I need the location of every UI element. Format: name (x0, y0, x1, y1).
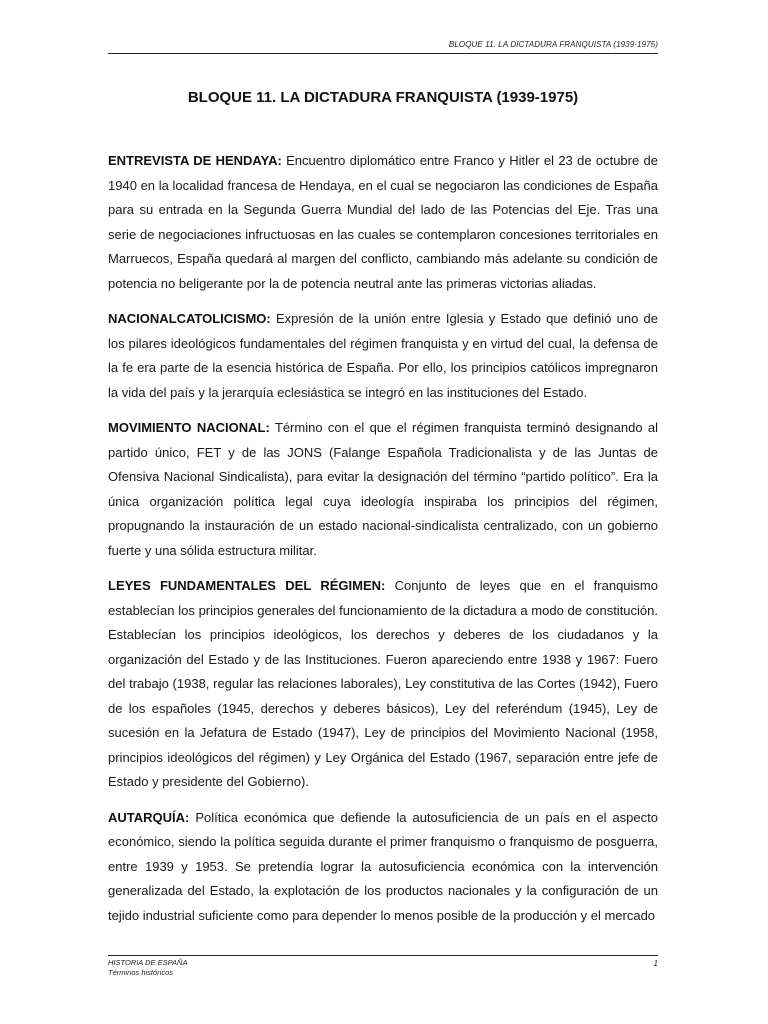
term-label: MOVIMIENTO NACIONAL: (108, 420, 270, 435)
term-label: NACIONALCATOLICISMO: (108, 311, 271, 326)
footer-rule (108, 955, 658, 956)
term-label: ENTREVISTA DE HENDAYA: (108, 153, 282, 168)
footer-info (108, 958, 187, 978)
footer-section: Términos históricos (108, 968, 174, 977)
header-rule (108, 53, 658, 54)
term-label: LEYES FUNDAMENTALES DEL RÉGIMEN: (108, 578, 386, 593)
term-label: AUTARQUÍA: (108, 809, 190, 825)
term-definition: Conjunto de leyes que en el franquismo establecían los principios generales del funcionamiento de la dictadura a modo de constitución. Establecían los principios ideológicos, los derechos y deberes de los ciudadanos y la organización del Estado y de las Instituciones. Fueron apareciendo entre 1938 y 1967: Fuero del trabajo (1938, regular las relaciones laborales), Ley constitutiva de las Cortes (1942), Fuero de los españoles (1945, derechos y deberes básicos), Ley del referéndum (1945), Ley de sucesión en la Jefatura de Estado (1947), Ley de principios del Movimiento Nacional (1958, principios ideológicos del régimen) y Ley Orgánica del Estado (1967, separación entre jefe de Estado y presidente del Gobierno). (108, 578, 658, 789)
entry-autarquia (108, 806, 658, 929)
term-definition: Encuentro diplomático entre Franco y Hitler el 23 de octubre de 1940 en la localidad francesa de Hendaya, en el cual se negociaron las condiciones de España para su entrada en la Segunda Guerra Mundial del lado de las Potencias del Eje. Tras una serie de negociaciones infructuosas en las cuales se contemplaron concesiones territoriales en Marruecos, España quedará al margen del conflicto, cambiando más adelante su condición de potencia no beligerante por la de potencia neutral ante las primeras victorias aliadas. (108, 153, 658, 291)
footer-subject: HISTORIA DE ESPAÑA (108, 958, 188, 967)
entry-nacionalcatolicismo (108, 307, 658, 405)
term-definition: Política económica que defiende la autosuficiencia de un país en el aspecto económico, siendo la política seguida durante el primer franquismo o franquismo de posguerra, entre 1939 y 1953. Se pretendía lograr la autosuficiencia económica con la intervención generalizada del Estado, la explotación de los productos nacionales y la configuración de un tejido industrial suficiente como para depender lo menos posible de la producción y el mercado (108, 809, 658, 923)
term-definition: Término con el que el régimen franquista terminó designando al partido único, FET y de las JONS (Falange Española Tradicionalista y de las Juntas de Ofensiva Nacional Sindicalista), para evitar la designación del término “partido político”. Era la única organización política legal cuya ideología inspiraba los principios del régimen, propugnando la instauración de un estado nacional-sindicalista centralizado, con un gobierno fuerte y una sólida estructura militar. (108, 420, 658, 558)
term-definition: Expresión de la unión entre Iglesia y Estado que definió uno de los pilares ideológicos fundamentales del régimen franquista y en virtud del cual, la defensa de la fe era parte de la esencia histórica de España. Por ello, los principios católicos impregnaron la vida del país y la jerarquía eclesiástica se integró en las instituciones del Estado. (108, 311, 658, 400)
page-number: 1 (653, 959, 658, 968)
entry-hendaya (108, 149, 658, 296)
running-header: BLOQUE 11. LA DICTADURA FRANQUISTA (1939-1975) (448, 40, 658, 49)
entry-leyes-fundamentales (108, 574, 658, 795)
document-title: BLOQUE 11. LA DICTADURA FRANQUISTA (1939-1975) (187, 89, 579, 106)
document-body (108, 149, 658, 939)
entry-movimiento-nacional (108, 416, 658, 563)
